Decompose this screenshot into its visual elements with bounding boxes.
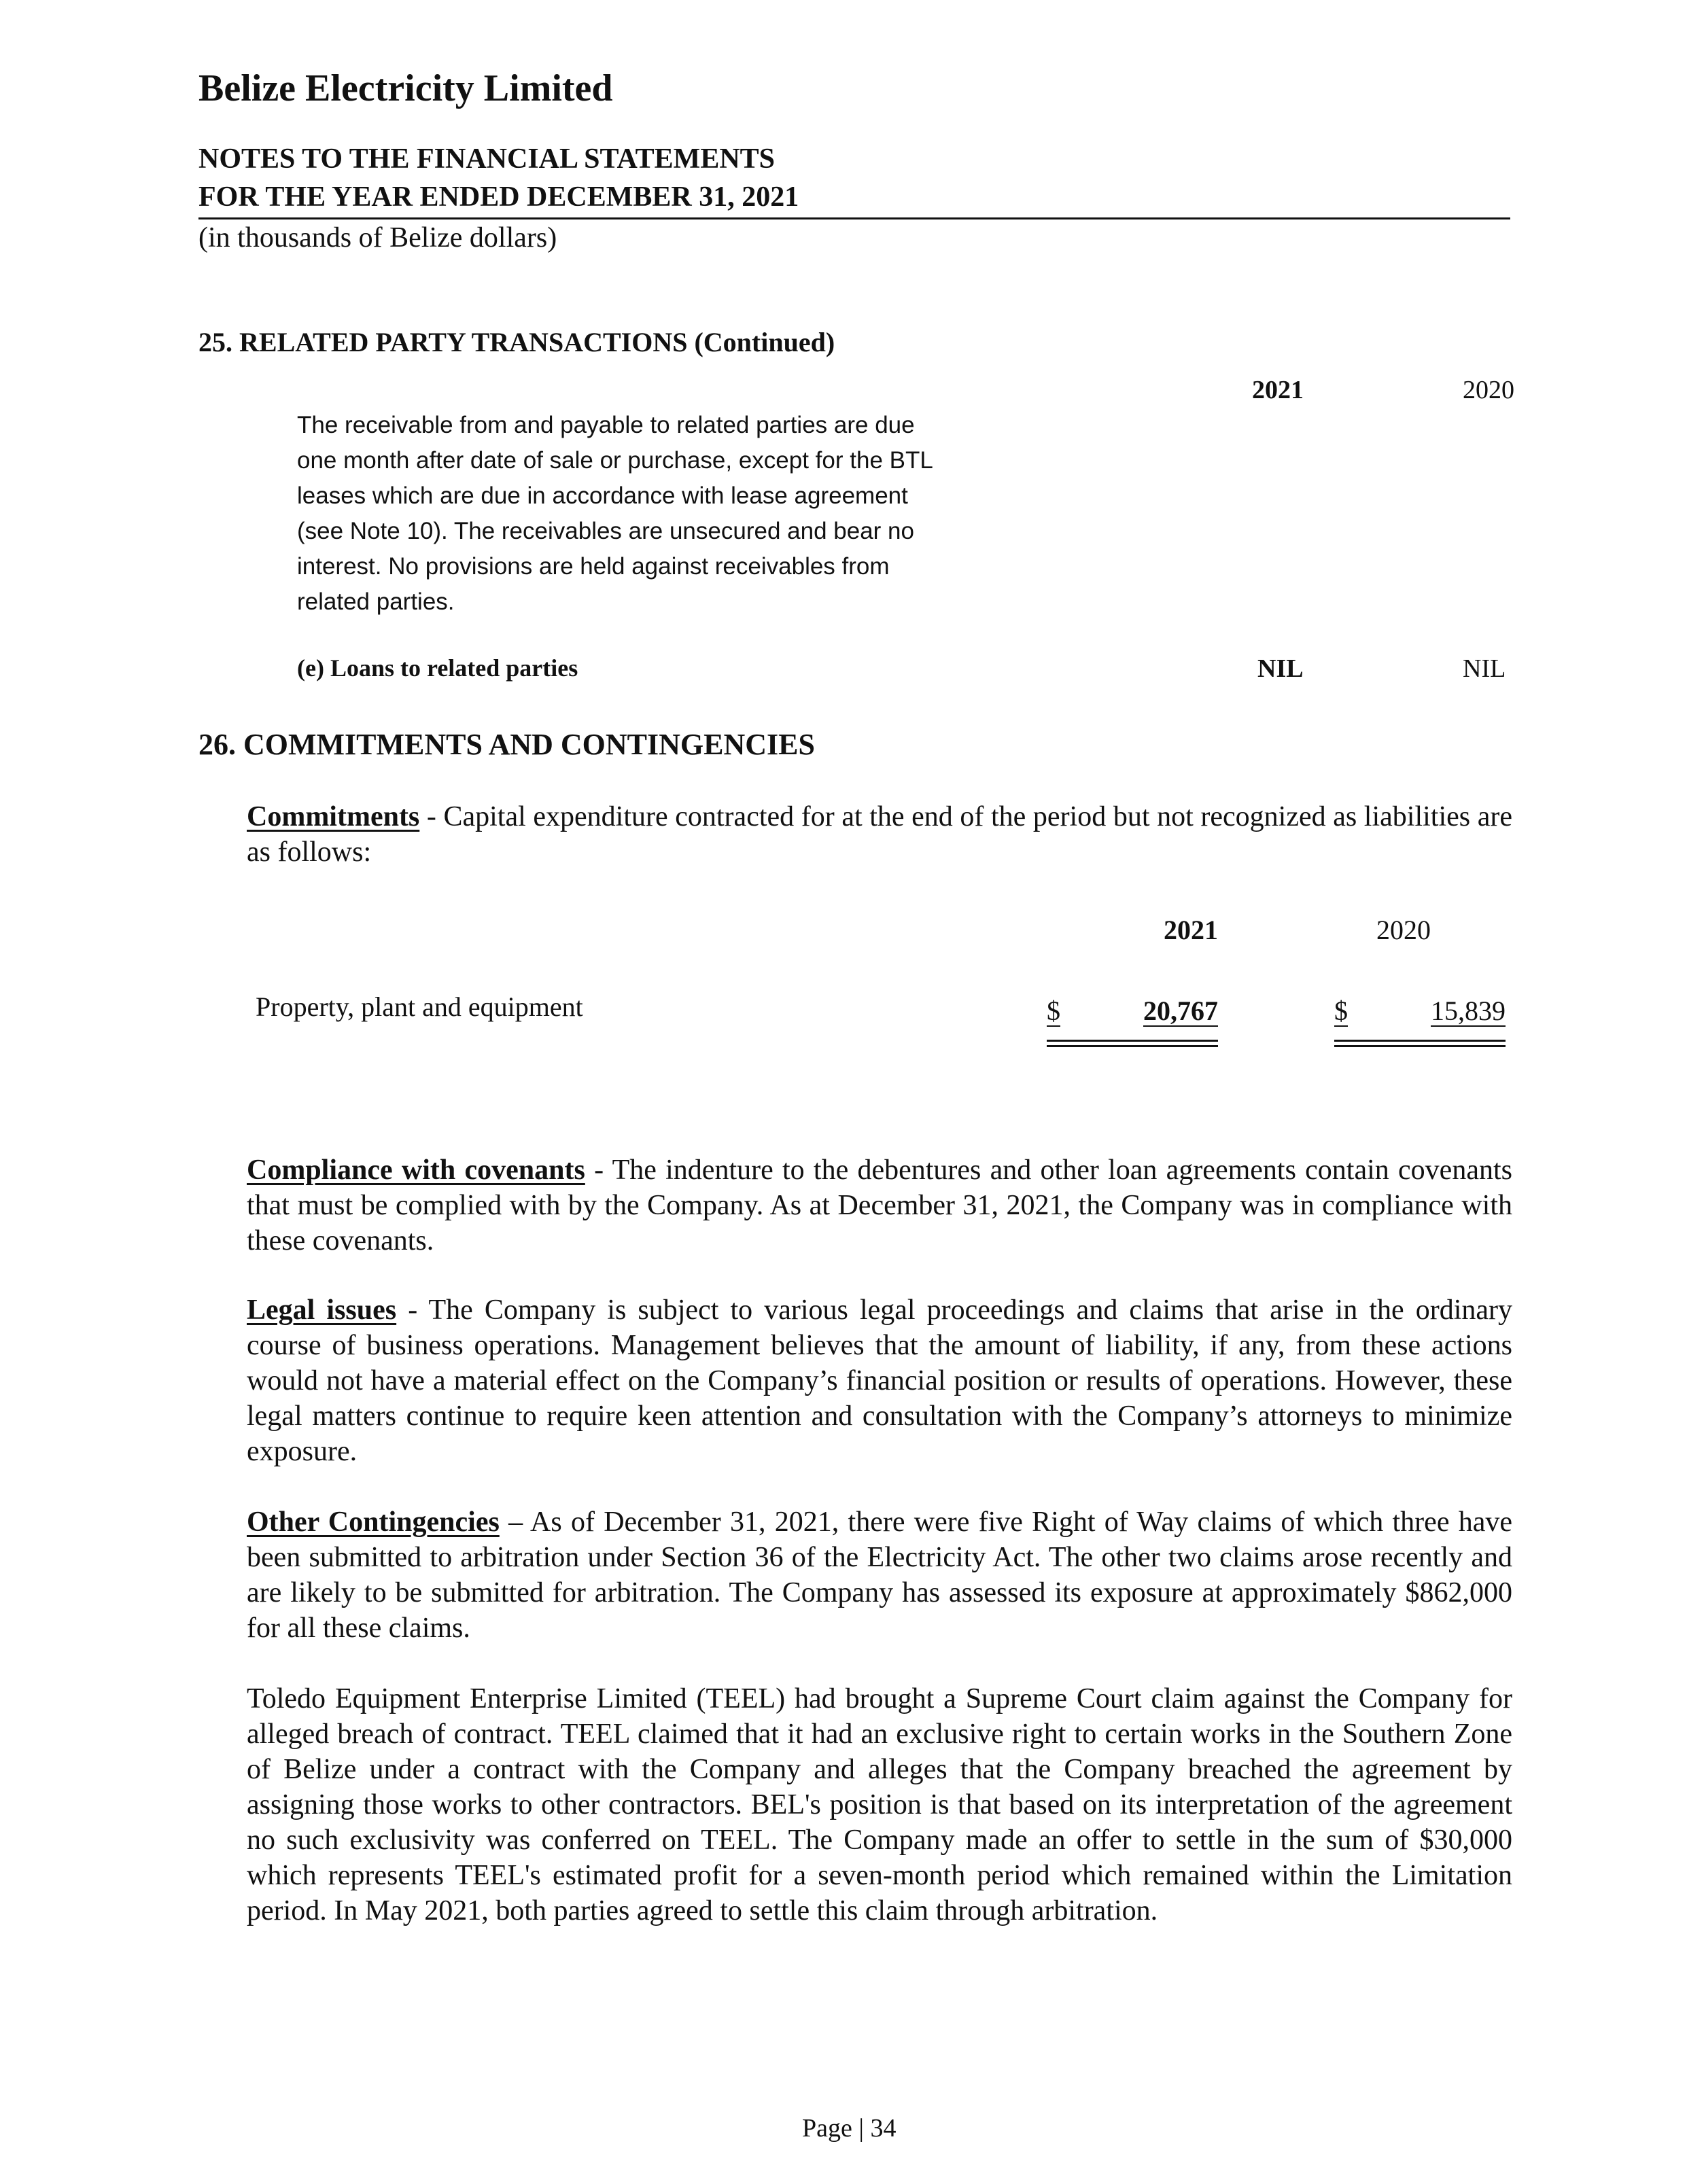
loans-prior-value: NIL: [1463, 654, 1506, 683]
note-25-year-prior: 2020: [1463, 376, 1514, 404]
statement-period: FOR THE YEAR ENDED DECEMBER 31, 2021: [198, 181, 799, 213]
ppe-prior-value: 15,839: [1431, 996, 1506, 1026]
header-rule: [198, 217, 1510, 219]
note-26-year-prior: 2020: [1376, 915, 1431, 945]
note-25-year-current: 2021: [1252, 376, 1304, 404]
commitments-lead: Commitments: [247, 801, 420, 832]
company-name: Belize Electricity Limited: [198, 67, 613, 109]
compliance-lead: Compliance with covenants: [247, 1155, 585, 1186]
loans-label: (e) Loans to related parties: [297, 654, 578, 682]
ppe-label: Property, plant and equipment: [256, 991, 583, 1022]
total-double-rule-current: [1047, 1040, 1218, 1042]
legal-issues-text: - The Company is subject to various legal proceedings and claims that arise in the ordinary course of business operations. Management believes that the amount of liability, if any, from these actions would not have a material effect on the Company’s financial position or results of operations. However, these legal matters continue to require keen attention and consultation with the Company’s attorneys to minimize exposure.: [247, 1294, 1512, 1467]
loans-current-value: NIL: [1257, 654, 1304, 683]
total-double-rule-prior-lower: [1334, 1045, 1506, 1047]
legal-issues-lead: Legal issues: [247, 1294, 397, 1326]
note-26-heading: 26. COMMITMENTS AND CONTINGENCIES: [198, 728, 815, 761]
total-double-rule-prior: [1334, 1040, 1506, 1042]
teel-claim-paragraph: Toledo Equipment Enterprise Limited (TEEL) had brought a Supreme Court claim against the Company for alleged breach of contract. TEEL claimed that it had an exclusive right to certain works in the Southern Zone of Belize under a contract with the Company and alleges that the Company breached the agreement by assigning those works to other contractors. BEL's position is that based on its interpretation of the agreement no such exclusivity was conferred on TEEL. The Company made an offer to settle in the sum of $30,000 which represents TEEL's estimated profit for a seven-month period which remained within the Limitation period. In May 2021, both parties agreed to settle this claim through arbitration.: [247, 1683, 1512, 1926]
note-25-heading: 25. RELATED PARTY TRANSACTIONS (Continued): [198, 327, 835, 357]
commitments-paragraph: [247, 799, 1512, 870]
other-contingencies-text: – As of December 31, 2021, there were five Right of Way claims of which three have been submitted to arbitration under Section 36 of the Electricity Act. The other two claims arose recently and are likely to be submitted for arbitration. The Company has assessed its exposure at approximately $862,000 for all these claims.: [247, 1507, 1513, 1644]
ppe-current-value: 20,767: [1143, 996, 1218, 1026]
legal-issues-paragraph: [247, 1292, 1512, 1469]
other-contingencies-lead: Other Contingencies: [247, 1507, 500, 1538]
units-note: (in thousands of Belize dollars): [198, 222, 557, 253]
compliance-text: - The indenture to the debentures and other loan agreements contain covenants that must be complied with by the Company. As at December 31, 2021, the Company was in compliance with these covenants.: [247, 1155, 1512, 1256]
page-number: Page | 34: [802, 2114, 897, 2143]
commitments-text: - Capital expenditure contracted for at the end of the period but not recognized as liabilities are as follows:: [247, 801, 1512, 868]
compliance-paragraph: [247, 1152, 1512, 1258]
total-double-rule-current-lower: [1047, 1045, 1218, 1047]
other-contingencies-paragraph: [247, 1504, 1512, 1646]
statement-title: NOTES TO THE FINANCIAL STATEMENTS: [198, 143, 776, 175]
note-25-paragraph: The receivable from and payable to related parties are due one month after date of sale or purchase, except for the BTL leases which are due in accordance with lease agreement (see Note 10). The receivables are unsecured and bear no interest. No provisions are held against receivables from related parties.: [297, 412, 933, 615]
currency-symbol-current: $: [1047, 996, 1060, 1026]
note-26-year-current: 2021: [1164, 915, 1218, 945]
currency-symbol-prior: $: [1334, 996, 1348, 1026]
